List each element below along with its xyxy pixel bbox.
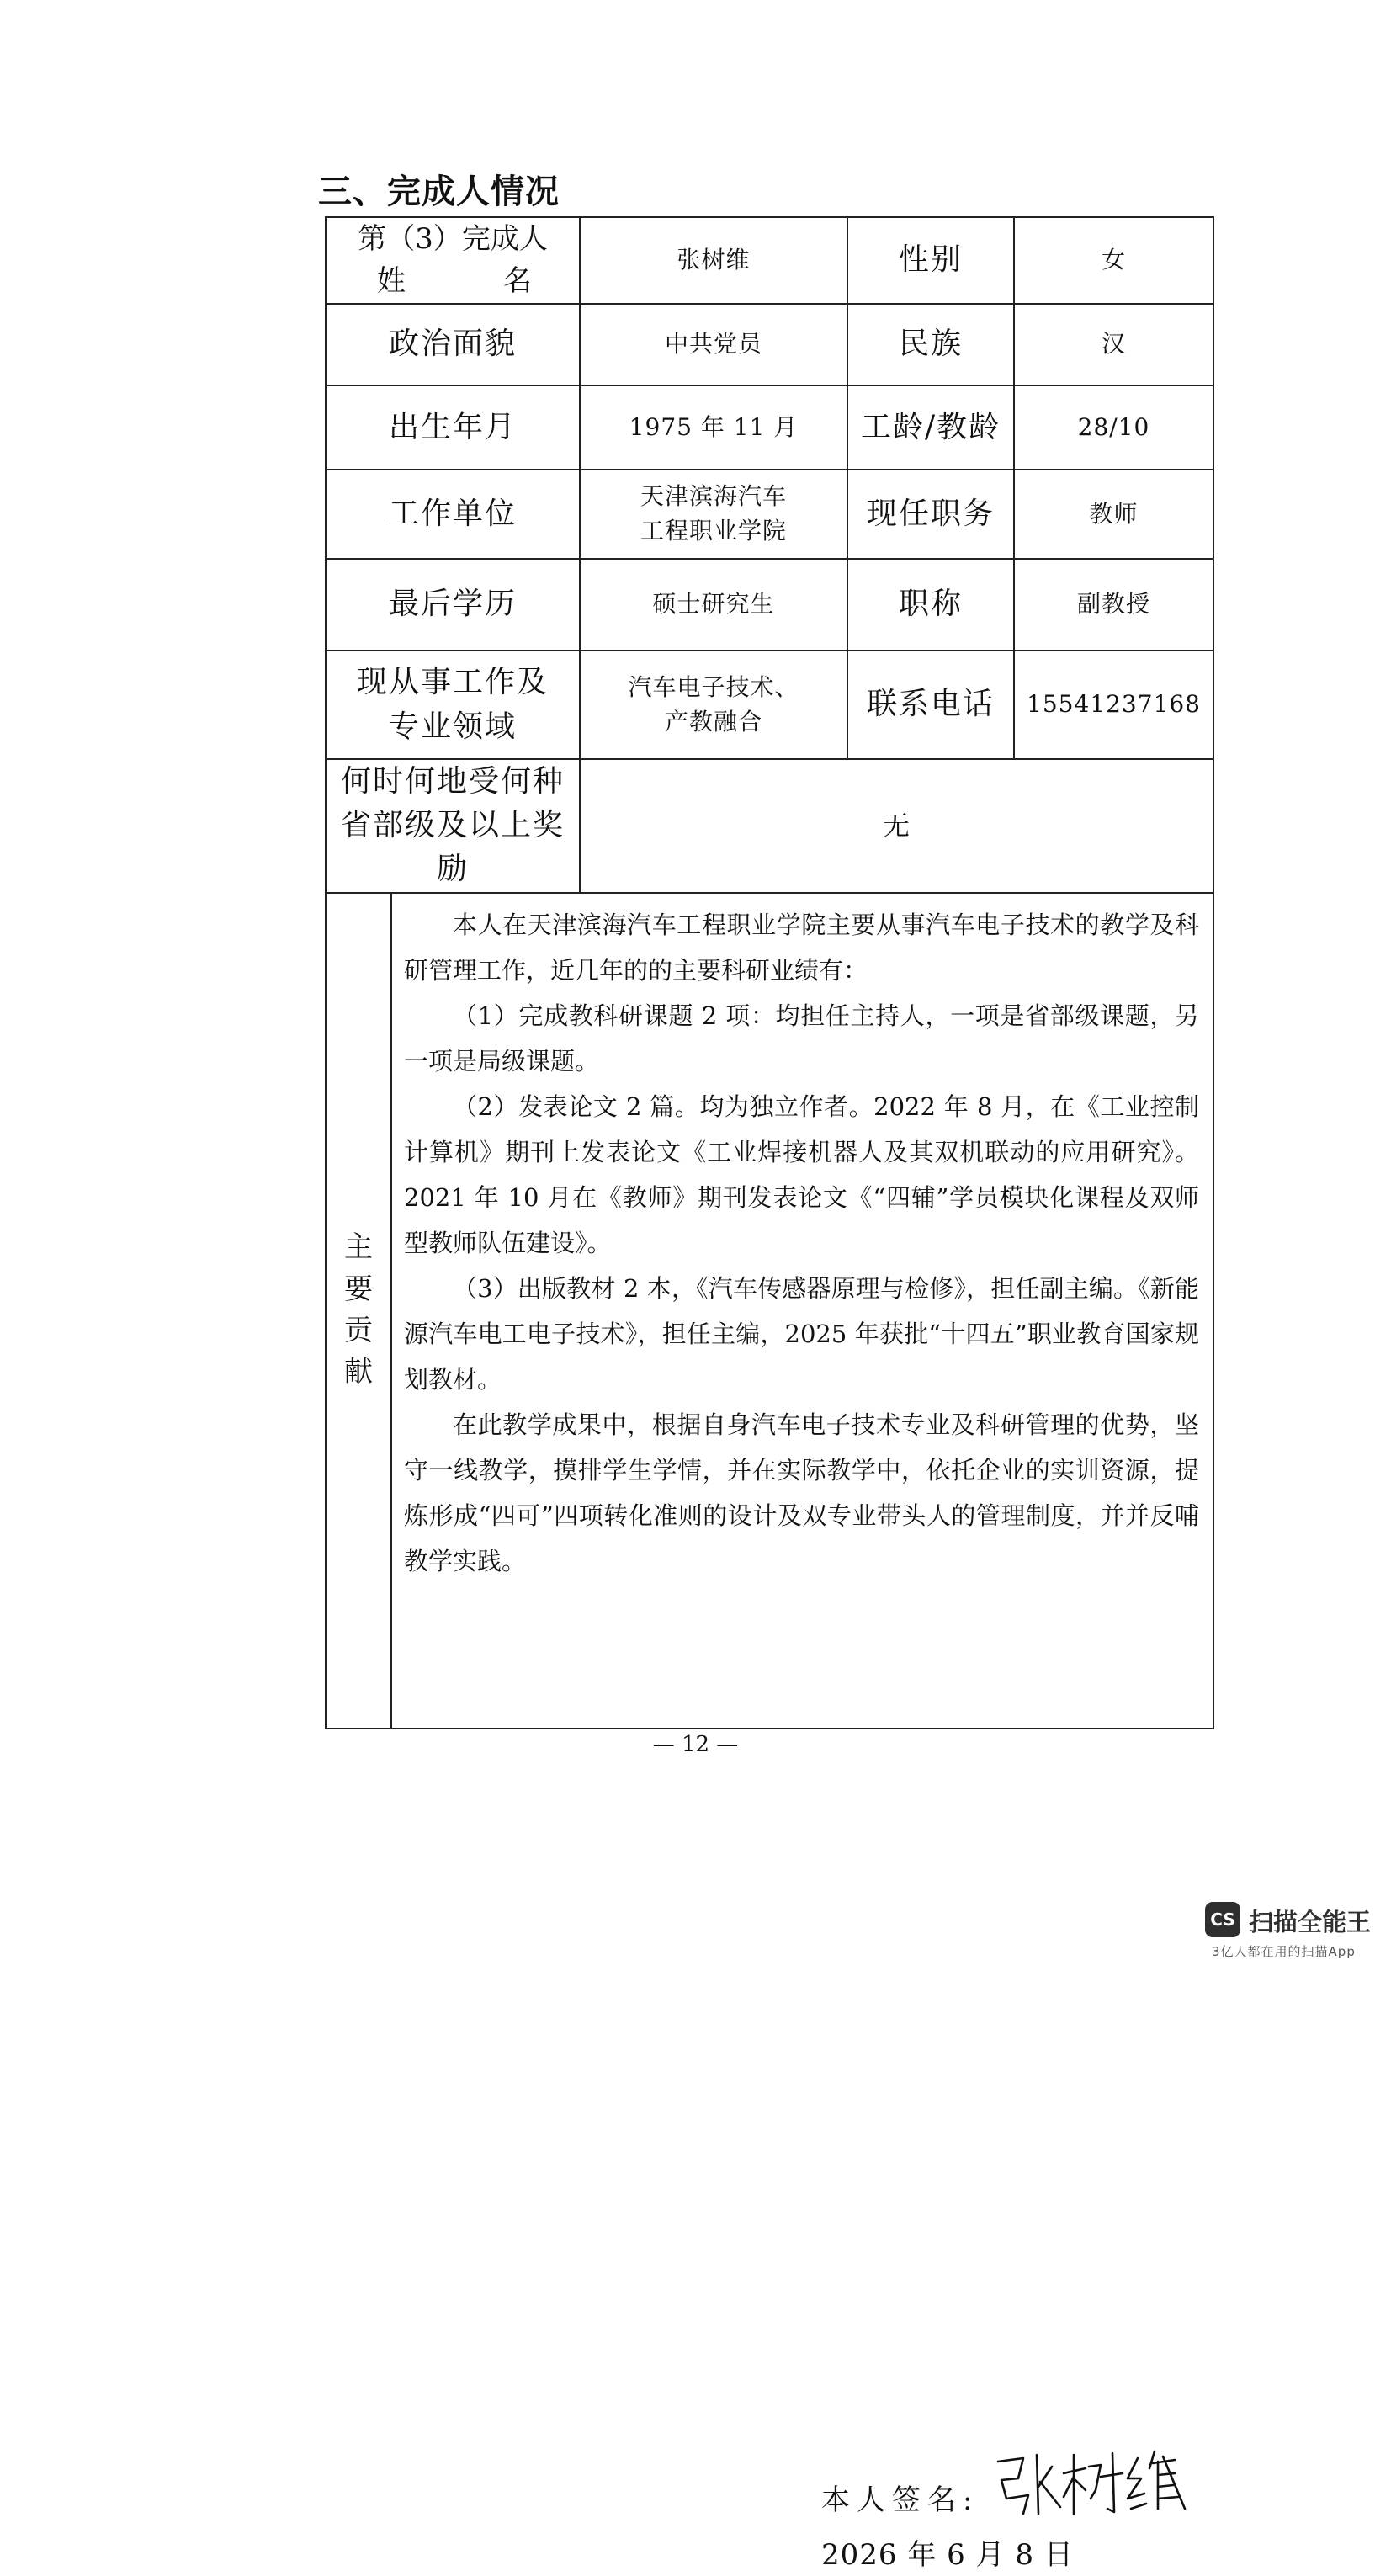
awards-label-line: 何时何地受何种 [341, 764, 565, 799]
watermark-tagline: 3亿人都在用的扫描App [1212, 1944, 1356, 1959]
table-row [326, 559, 1213, 651]
contribution-label-char: 贡 [344, 1314, 373, 1348]
ethnicity-label: 民族 [847, 304, 1014, 385]
table-row [326, 217, 1213, 304]
table-row [326, 470, 1213, 559]
workplace-label: 工作单位 [326, 470, 580, 559]
birth-label: 出生年月 [326, 385, 580, 470]
title-label: 职称 [847, 559, 1014, 651]
contribution-paragraph: 在此教学成果中，根据自身汽车电子技术专业及科研管理的优势，坚守一线教学，摸排学生学情，并在实际教学中，依托企业的实训资源，提炼形成“四可”四项转化准则的设计及双专业带头人的管理制度，并并反哺教学实践。 [404, 1410, 1200, 1575]
political-value: 中共党员 [580, 304, 847, 385]
signature-block [821, 2480, 1074, 2576]
awards-value: 无 [580, 759, 1213, 893]
gender-value: 女 [1014, 217, 1213, 304]
watermark-app-name: 扫描全能王 [1249, 1908, 1372, 1936]
title-value: 副教授 [1014, 559, 1213, 651]
field-value [580, 651, 847, 759]
completer-order-label: 第（3）完成人 [358, 222, 548, 257]
table-row [326, 304, 1213, 385]
signature-date: 2026 年 6 月 8 日 [821, 2537, 1074, 2572]
completer-info-table [325, 216, 1214, 2572]
table-row [326, 893, 1213, 1729]
signature-line [821, 2480, 1074, 2521]
contribution-label-char: 要 [344, 1272, 373, 1306]
field-label [326, 651, 580, 759]
phone-label: 联系电话 [847, 651, 1014, 759]
name-label [327, 261, 579, 302]
seniority-label: 工龄/教龄 [847, 385, 1014, 470]
contribution-paragraph: 本人在天津滨海汽车工程职业学院主要从事汽车电子技术的教学及科研管理工作，近几年的的主要科研业绩有： [404, 910, 1200, 985]
workplace-value-line: 工程职业学院 [640, 517, 788, 544]
ethnicity-value: 汉 [1014, 304, 1213, 385]
name-value: 张树维 [580, 217, 847, 304]
signature-label: 本人签名: [821, 2483, 980, 2517]
education-label: 最后学历 [326, 559, 580, 651]
birth-value: 1975 年 11 月 [580, 385, 847, 470]
workplace-value [580, 470, 847, 559]
field-value-line: 汽车电子技术、 [628, 672, 799, 701]
contribution-text [392, 894, 1213, 1584]
contribution-label-char: 主 [344, 1230, 373, 1265]
camscanner-logo-icon: CS [1205, 1902, 1240, 1937]
table-row [326, 385, 1213, 470]
position-value: 教师 [1014, 470, 1213, 559]
field-value-line: 产教融合 [665, 707, 763, 736]
field-label-line: 专业领域 [389, 709, 518, 744]
table-row [326, 759, 1213, 893]
phone-value: 15541237168 [1014, 651, 1213, 759]
scanner-watermark [1205, 1902, 1378, 1961]
contribution-paragraph: （2）发表论文 2 篇。均为独立作者。2022 年 8 月，在《工业控制计算机》期刊上发表论文《工业焊接机器人及其双机联动的应用研究》。2021 年 10 月在《教师》期刊发表论文《“四辅”学员模块化课程及双师型教师队伍建设》。 [404, 1091, 1200, 1257]
workplace-value-line: 天津滨海汽车 [640, 482, 788, 511]
field-label-line: 现从事工作及 [357, 665, 549, 700]
education-value: 硕士研究生 [580, 559, 847, 651]
seniority-value: 28/10 [1014, 385, 1213, 470]
contribution-paragraph: （1）完成教科研课题 2 项：均担任主持人，一项是省部级课题，另一项是局级课题。 [404, 1001, 1200, 1076]
awards-label [326, 759, 580, 893]
name-label-cell [326, 217, 580, 304]
handwritten-signature [990, 2443, 1192, 2519]
contribution-paragraph: （3）出版教材 2 本，《汽车传感器原理与检修》，担任副主编。《新能源汽车电工电子技术》，担任主编，2025 年获批“十四五”职业教育国家规划教材。 [404, 1273, 1200, 1394]
name-label-char: 姓 [377, 263, 406, 298]
page-number: — 12 — [652, 1732, 739, 1757]
contribution-label [326, 893, 391, 1729]
name-label-char: 名 [503, 263, 533, 298]
awards-label-line: 省部级及以上奖励 [341, 808, 565, 887]
position-label: 现任职务 [847, 470, 1014, 559]
gender-label: 性别 [847, 217, 1014, 304]
political-label: 政治面貌 [326, 304, 580, 385]
contribution-label-char: 献 [344, 1355, 373, 1389]
section-title: 三、完成人情况 [318, 173, 560, 211]
table-row [326, 651, 1213, 759]
